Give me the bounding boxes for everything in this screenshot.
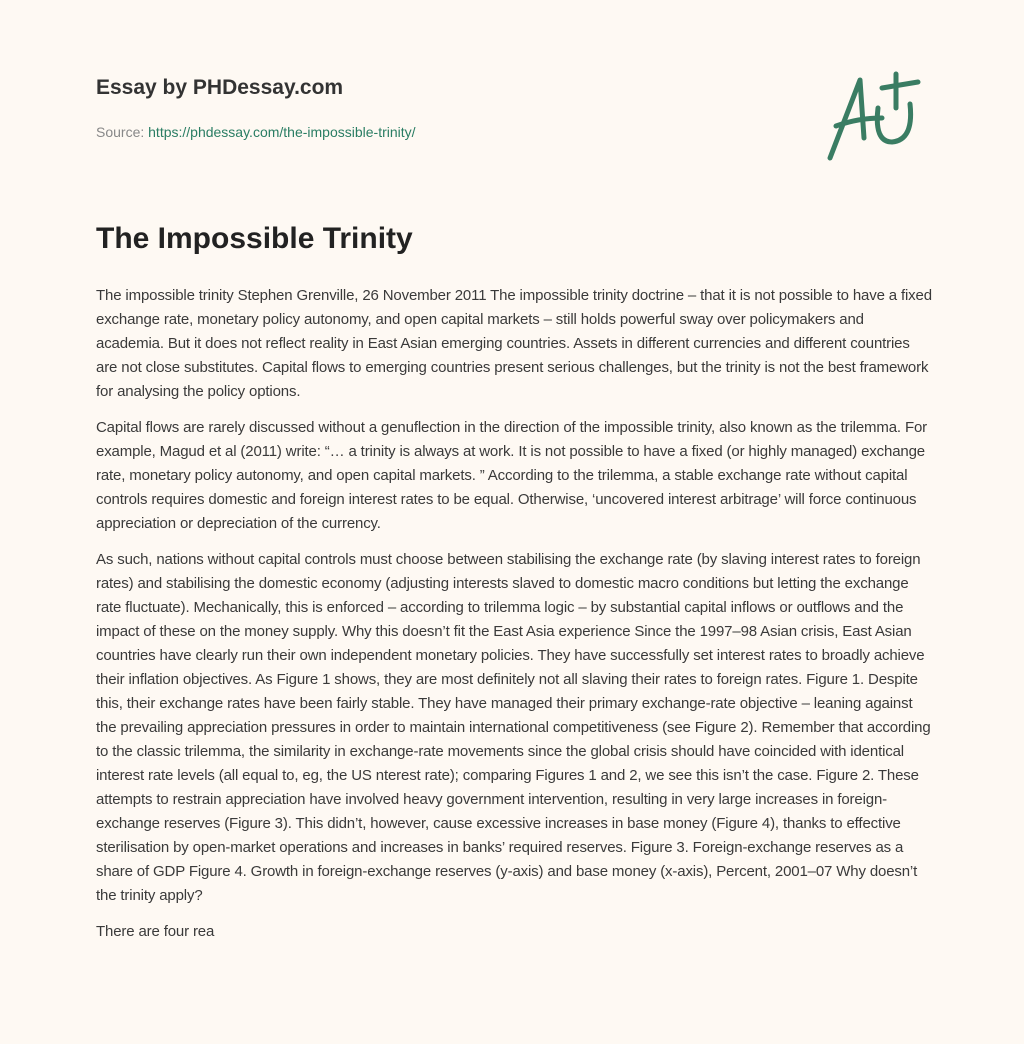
paragraph: The impossible trinity Stephen Grenville, 26 November 2011 The impossible trinity doctrine – that it is not possible to have a fixed exchange rate, monetary policy autonomy, and open capital markets – still holds powerful sway over policymakers and academia. But it does not reflect reality in East Asian emerging countries. Assets in different currencies and different countries are not close substitutes. Capital flows to emerging countries present serious challenges, but the trinity is not the best framework for analysing the policy options. (96, 287, 932, 400)
article-body (96, 284, 932, 956)
a-plus-logo-icon (818, 68, 928, 164)
paragraph: There are four rea (96, 923, 215, 940)
paragraph: As such, nations without capital controls must choose between stabilising the exchange rate (by slaving interest rates to foreign rates) and stabilising the domestic economy (adjusting interests slaved to domestic macro conditions but letting the exchange rate fluctuate). Mechanically, this is enforced – according to trilemma logic – by substantial capital inflows or outflows and the impact of these on the money supply. Why this doesn’t fit the East Asia experience Since the 1997–98 Asian crisis, East Asian countries have clearly run their own independent monetary policies. They have successfully set interest rates to broadly achieve their inflation objectives. As Figure 1 shows, they are most definitely not all slaving their rates to foreign rates. Figure 1. Despite this, their exchange rates have been fairly stable. They have managed their primary exchange-rate objective – leaning against the prevailing appreciation pressures in order to maintain international competitiveness (see Figure 2). Remember that according to the classic trilemma, the similarity in exchange-rate movements since the global crisis should have coincided with identical interest rate levels (all equal to, eg, the US nterest rate); comparing Figures 1 and 2, we see this isn’t the case. Figure 2. These attempts to restrain appreciation have involved heavy government intervention, resulting in very large increases in foreign-exchange reserves (Figure 3). This didn’t, however, cause excessive increases in base money (Figure 4), thanks to effective sterilisation by open-market operations and increases in banks’ required reserves. Figure 3. Foreign-exchange reserves as a share of GDP Figure 4. Growth in foreign-exchange reserves (y-axis) and base money (x-axis), Percent, 2001–07 Why doesn’t the trinity apply? (96, 551, 931, 904)
source-line (96, 124, 416, 140)
site-brand: Essay by PHDessay.com (96, 76, 344, 99)
source-label: Source: (96, 124, 145, 140)
paragraph: Capital flows are rarely discussed without a genuflection in the direction of the impossible trinity, also known as the trilemma. For example, Magud et al (2011) write: “… a trinity is always at work. It is not possible to have a fixed (or highly managed) exchange rate, monetary policy autonomy, and open capital markets. ” According to the trilemma, a stable exchange rate without capital controls requires domestic and foreign interest rates to be equal. Otherwise, ‘uncovered interest arbitrage’ will force continuous appreciation or depreciation of the currency. (96, 419, 928, 532)
article-title: The Impossible Trinity (96, 222, 413, 255)
source-link[interactable]: https://phdessay.com/the-impossible-trinity/ (148, 124, 416, 140)
